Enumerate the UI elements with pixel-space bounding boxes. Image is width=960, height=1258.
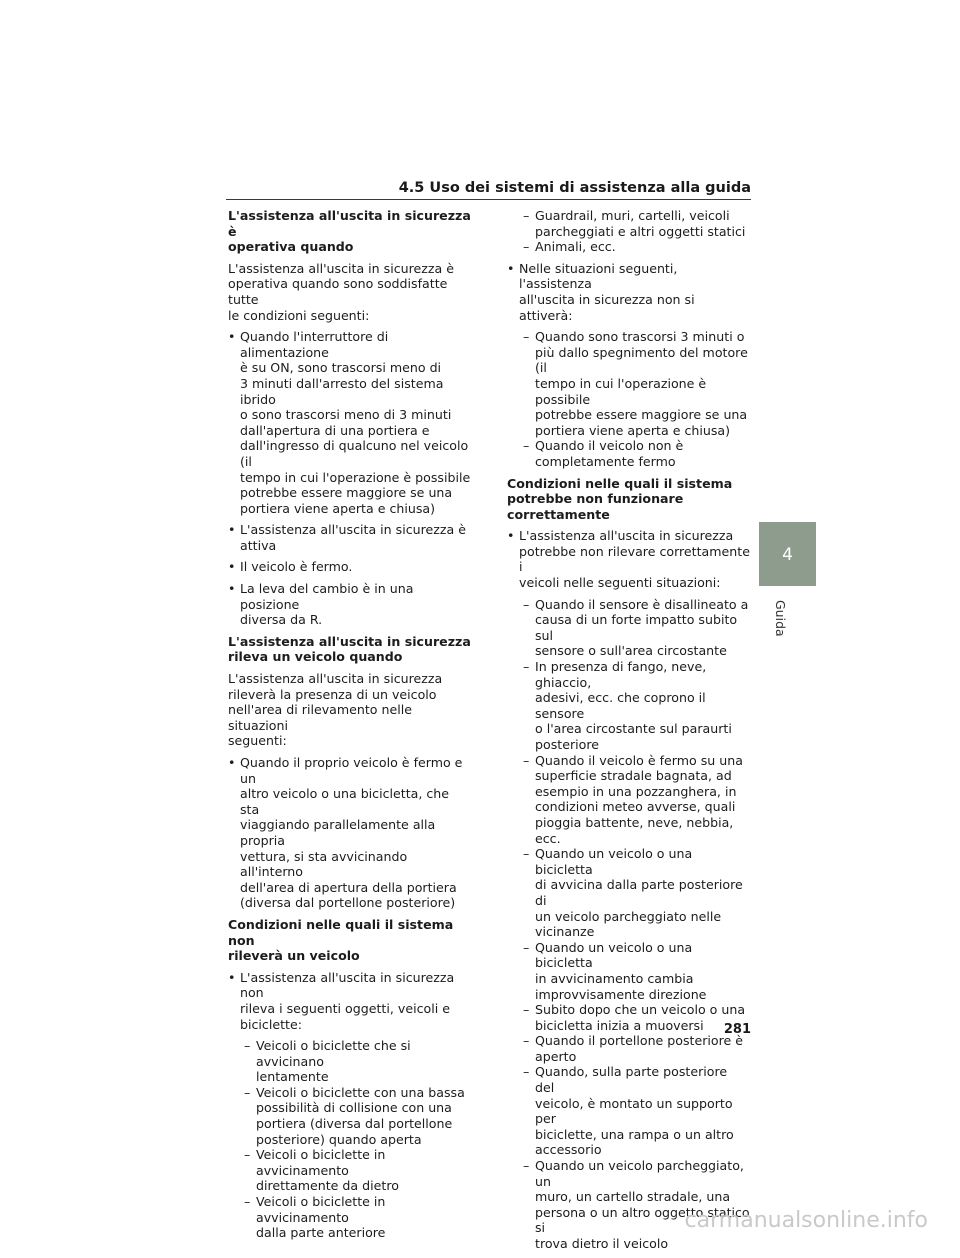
subitem-non-fermo: – Quando il veicolo non è completamente fermo: [507, 438, 750, 469]
subitem-3-minuti: – Quando sono trascorsi 3 minuti o più dallo spegnimento del motore (il tempo in cui l'operazione è possibile potrebbe essere maggiore se una portiera viene aperta e chiusa): [507, 329, 750, 438]
heading-operativa: L'assistenza all'uscita in sicurezza è operativa quando: [228, 208, 471, 255]
chapter-number: 4: [782, 545, 793, 565]
heading-rileva: L'assistenza all'uscita in sicurezza rileva un veicolo quando: [228, 633, 471, 665]
right-column: [507, 208, 750, 1258]
bullet-attiva: • L'assistenza all'uscita in sicurezza è attiva: [228, 522, 471, 553]
subitem-fango-neve: – In presenza di fango, neve, ghiaccio, adesivi, ecc. che coprono il sensore o l'area circostante sul paraurti posteriore: [507, 659, 750, 753]
bullet-non-attiva: • Nelle situazioni seguenti, l'assistenza all'uscita in sicurezza non si attiverà:: [507, 261, 750, 323]
bullet-non-rileva: • L'assistenza all'uscita in sicurezza non rileva i seguenti oggetti, veicoli e biciclette:: [228, 970, 471, 1032]
subitem-lentamente: – Veicoli o biciclette che si avvicinano lentamente: [228, 1038, 471, 1085]
subitem-inizia-muoversi: – Subito dopo che un veicolo o una bicicletta inizia a muoversi: [507, 1002, 750, 1033]
sublist-non-rileva: [228, 1038, 471, 1241]
sublist-continued: [507, 208, 750, 255]
page-number: 281: [723, 1022, 751, 1037]
left-column: [228, 208, 471, 1247]
bullet-leva-cambio: • La leva del cambio è in una posizione diversa da R.: [228, 581, 471, 628]
subitem-veicolo-parcheggiato: – Quando un veicolo o una bicicletta di avvicina dalla parte posteriore di un veicolo parcheggiato nelle vicinanze: [507, 846, 750, 940]
chapter-label: Guida: [773, 600, 788, 637]
subitem-cambia-direzione: – Quando un veicolo o una bicicletta in avvicinamento cambia improvvisamente direzione: [507, 940, 750, 1002]
paragraph-condizioni: L'assistenza all'uscita in sicurezza è operativa quando sono soddisfatte tutte le condizioni seguenti:: [228, 260, 454, 323]
bullet-interruttore: • Quando l'interruttore di alimentazione è su ON, sono trascorsi meno di 3 minuti dall'arresto del sistema ibrido o sono trascorsi meno di 3 minuti dall'apertura di una portiera e dall'ingresso di qualcuno nel veicolo (il tempo in cui l'operazione è possibile potrebbe essere maggiore se una portiera viene aperta e chiusa): [228, 329, 471, 516]
heading-non-rileva: Condizioni nelle quali il sistema non rileverà un veicolo: [228, 916, 454, 964]
bullet-non-rilevare: • L'assistenza all'uscita in sicurezza potrebbe non rilevare correttamente i veicoli nelle seguenti situazioni:: [507, 528, 750, 590]
watermark: carmanualsonline.info: [684, 1208, 928, 1233]
bullet-fermo: • Il veicolo è fermo.: [228, 559, 471, 575]
heading-non-funzionare: Condizioni nelle quali il sistema potrebbe non funzionare correttamente: [507, 475, 733, 522]
paragraph-rilevamento: L'assistenza all'uscita in sicurezza rileverà la presenza di un veicolo nell'area di rilevamento nelle situazioni seguenti:: [228, 671, 443, 749]
subitem-bassa-possibilita: – Veicoli o biciclette con una bassa possibilità di collisione con una portiera (diversa dal portellone posteriore) quando aperta: [228, 1085, 471, 1147]
subitem-portellone-aperto: – Quando il portellone posteriore è aperto: [507, 1033, 750, 1064]
subitem-guardrail: – Guardrail, muri, cartelli, veicoli parcheggiati e altri oggetti statici: [507, 208, 750, 239]
section-header: 4.5 Uso dei sistemi di assistenza alla guida: [398, 180, 751, 196]
header-divider: [226, 199, 751, 200]
subitem-superficie-bagnata: – Quando il veicolo è fermo su una superficie stradale bagnata, ad esempio in una pozzanghera, in condizioni meteo avverse, quali pioggia battente, neve, nebbia, ecc.: [507, 753, 750, 847]
sublist-situazioni: [507, 597, 750, 1252]
subitem-oggetto-statico: – Quando un veicolo parcheggiato, un muro, un cartello stradale, una persona o un altro oggetto statico si trova dietro il veicolo: [507, 1158, 750, 1252]
subitem-sensore-disallineato: – Quando il sensore è disallineato a causa di un forte impatto subito sul sensore o sull'area circostante: [507, 597, 750, 659]
sublist-non-attiva: [507, 329, 750, 469]
subitem-da-dietro: – Veicoli o biciclette in avvicinamento direttamente da dietro: [228, 1147, 471, 1194]
subitem-animali: – Animali, ecc.: [507, 239, 750, 255]
subitem-supporto-biciclette: – Quando, sulla parte posteriore del veicolo, è montato un supporto per biciclette, una rampa o un altro accessorio: [507, 1064, 750, 1158]
subitem-parte-anteriore: – Veicoli o biciclette in avvicinamento dalla parte anteriore: [228, 1194, 471, 1241]
bullet-veicolo-fermo: • Quando il proprio veicolo è fermo e un altro veicolo o una bicicletta, che sta viaggiando parallelamente alla propria vettura, si sta avvicinando all'interno dell'area di apertura della portiera (diversa dal portellone posteriore): [228, 755, 471, 911]
